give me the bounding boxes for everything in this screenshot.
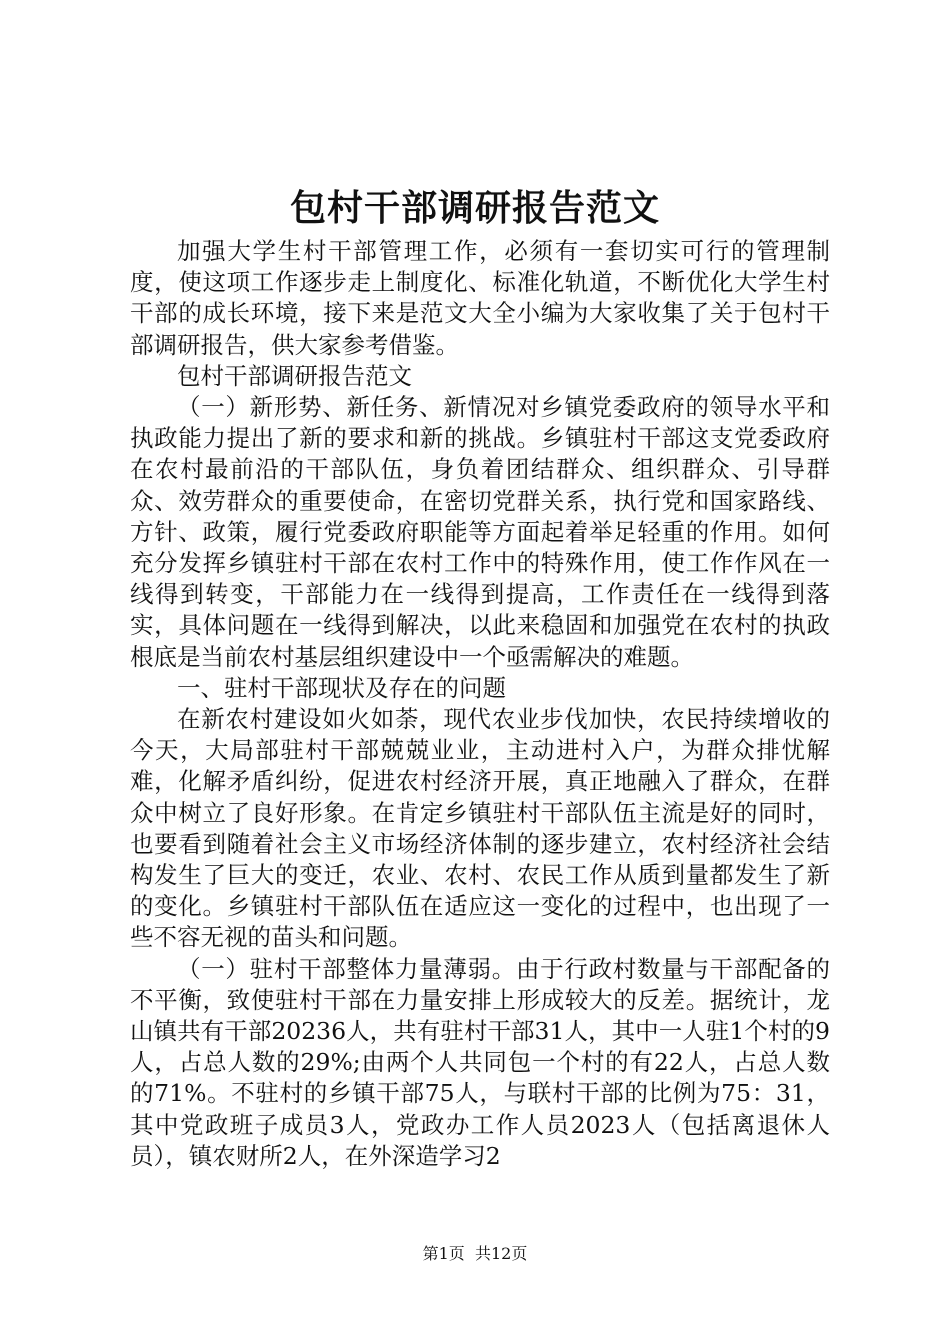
document-body: [130, 236, 830, 1172]
heading-current-status: 一、驻村干部现状及存在的问题: [177, 673, 506, 702]
paragraph-subtitle: 包村干部调研报告范文: [177, 361, 412, 390]
page-footer: [0, 1243, 950, 1265]
page-number: 第1页: [422, 1244, 465, 1263]
paragraph-intro: 加强大学生村干部管理工作，必须有一套切实可行的管理制度，使这项工作逐步走上制度化、标准化轨道，不断优化大学生村干部的成长环境，接下来是范文大全小编为大家收集了关于包村干部调研报告，供大家参考借鉴。: [130, 237, 830, 359]
paragraph-status: 在新农村建设如火如荼，现代农业步伐加快，农民持续增收的今天，大局部驻村干部兢兢业业，主动进村入户，为群众排忧解难，化解矛盾纠纷，促进农村经济开展，真正地融入了群众，在群众中树立了良好形象。在肯定乡镇驻村干部队伍主流是好的同时，也要看到随着社会主义市场经济体制的逐步建立，农村经济社会结构发生了巨大的变迁，农业、农村、农民工作从质到量都发生了新的变化。乡镇驻村干部队伍在适应这一变化的过程中，也出现了一些不容无视的苗头和问题。: [130, 705, 830, 952]
page-total: 共12页: [474, 1244, 528, 1263]
paragraph-section-one: （一）新形势、新任务、新情况对乡镇党委政府的领导水平和执政能力提出了新的要求和新的挑战。乡镇驻村干部这支党委政府在农村最前沿的干部队伍，身负着团结群众、组织群众、引导群众、效劳群众的重要使命，在密切党群关系，执行党和国家路线、方针、政策，履行党委政府职能等方面起着举足轻重的作用。如何充分发挥乡镇驻村干部在农村工作中的特殊作用，使工作作风在一线得到转变，干部能力在一线得到提高，工作责任在一线得到落实，具体问题在一线得到解决，以此来稳固和加强党在农村的执政根底是当前农村基层组织建设中一个亟需解决的难题。: [130, 393, 830, 671]
document-title: 包村干部调研报告范文: [289, 187, 660, 229]
paragraph-weak-force: （一）驻村干部整体力量薄弱。由于行政村数量与干部配备的不平衡，致使驻村干部在力量安排上形成较大的反差。据统计，龙山镇共有干部20236人，共有驻村干部31人，其中一人驻1个村的9人，占总人数的29%;由两个人共同包一个村的有22人，占总人数的71%。不驻村的乡镇干部75人，与联村干部的比例为75：31，其中党政班子成员3人，党政办工作人员2023人（包括离退休人员），镇农财所2人，在外深造学习2: [130, 954, 830, 1170]
